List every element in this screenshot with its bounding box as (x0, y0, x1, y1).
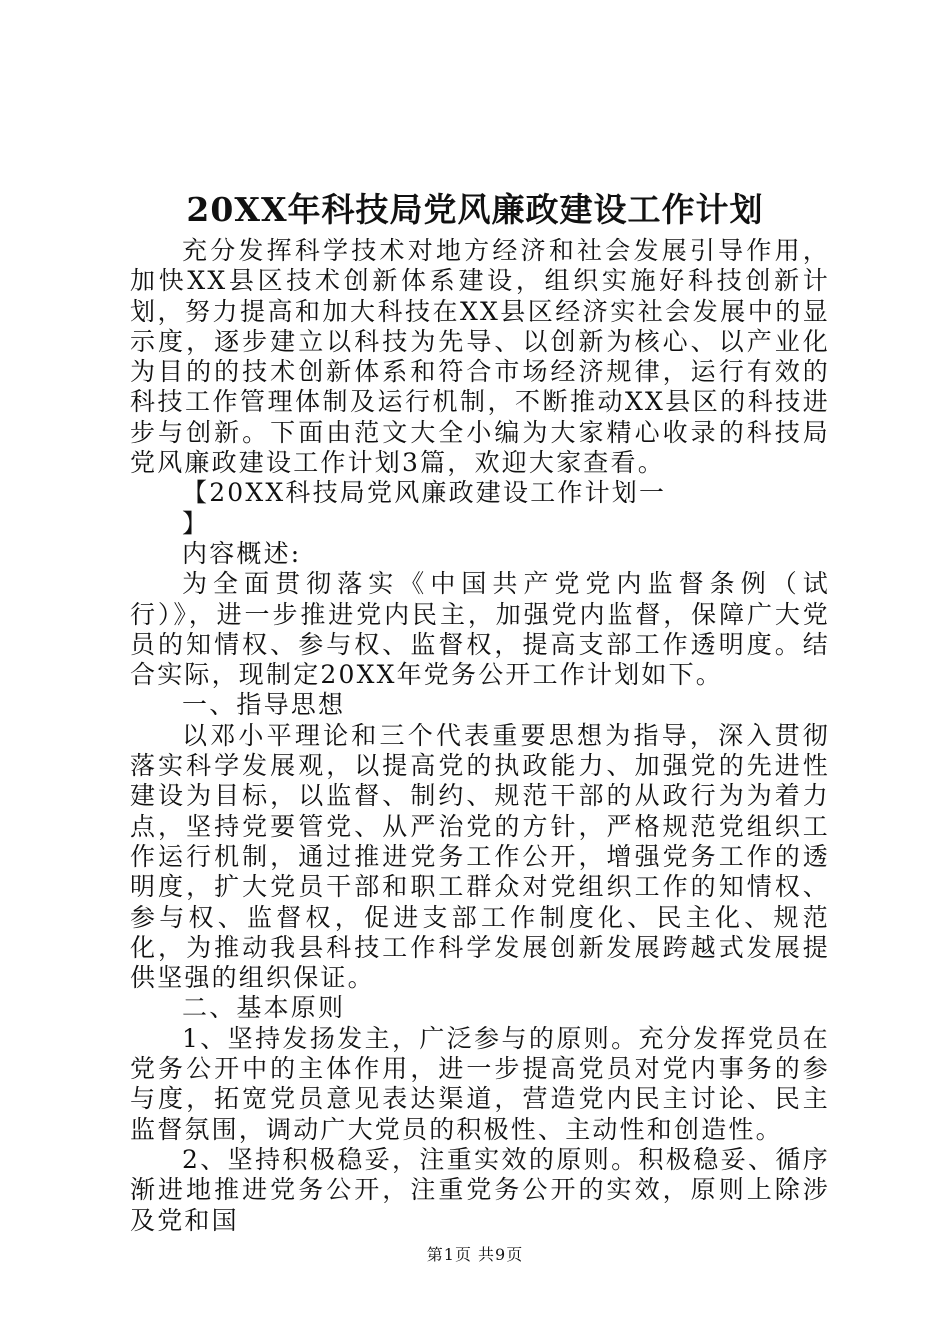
document-body (130, 236, 830, 1236)
summary-label: 内容概述: (182, 538, 302, 568)
section-heading-bracket: 】 (182, 508, 210, 538)
principle-two-paragraph: 2、坚持积极稳妥，注重实效的原则。积极稳妥、循序渐进地推进党务公开，注重党务公开的实效，原则上除涉及党和国 (130, 1144, 830, 1235)
summary-paragraph: 为全面贯彻落实《中国共产党党内监督条例（试行）》，进一步推进党内民主，加强党内监督，保障广大党员的知情权、参与权、监督权，提高支部工作透明度。结合实际，现制定20XX年党务公开工作计划如下。 (130, 569, 830, 690)
heading-basic-principles: 二、基本原则 (182, 993, 346, 1023)
heading-guiding-thought: 一、指导思想 (182, 690, 346, 720)
section-heading-plan-one: 【20XX科技局党风廉政建设工作计划一 (182, 478, 667, 508)
document-title: 20XX年科技局党风廉政建设工作计划 (186, 190, 764, 229)
page-number-footer: 第1页 共9页 (426, 1245, 524, 1264)
guiding-thought-paragraph: 以邓小平理论和三个代表重要思想为指导，深入贯彻落实科学发展观，以提高党的执政能力、加强党的先进性建设为目标，以监督、制约、规范干部的从政行为为着力点，坚持党要管党、从严治党的方针，严格规范党组织工作运行机制，通过推进党务工作公开，增强党务工作的透明度，扩大党员干部和职工群众对党组织工作的知情权、参与权、监督权，促进支部工作制度化、民主化、规范化，为推动我县科技工作科学发展创新发展跨越式发展提供坚强的组织保证。 (130, 720, 830, 993)
intro-paragraph: 充分发挥科学技术对地方经济和社会发展引导作用，加快XX县区技术创新体系建设，组织实施好科技创新计划，努力提高和加大科技在XX县区经济实社会发展中的显示度，逐步建立以科技为先导、以创新为核心、以产业化为目的的技术创新体系和符合市场经济规律，运行有效的科技工作管理体制及运行机制，不断推动XX县区的科技进步与创新。下面由范文大全小编为大家精心收录的科技局党风廉政建设工作计划3篇，欢迎大家查看。 (130, 236, 830, 478)
principle-one-paragraph: 1、坚持发扬发主，广泛参与的原则。充分发挥党员在党务公开中的主体作用，进一步提高党员对党内事务的参与度，拓宽党员意见表达渠道，营造党内民主讨论、民主监督氛围，调动广大党员的积极性、主动性和创造性。 (130, 1023, 830, 1144)
